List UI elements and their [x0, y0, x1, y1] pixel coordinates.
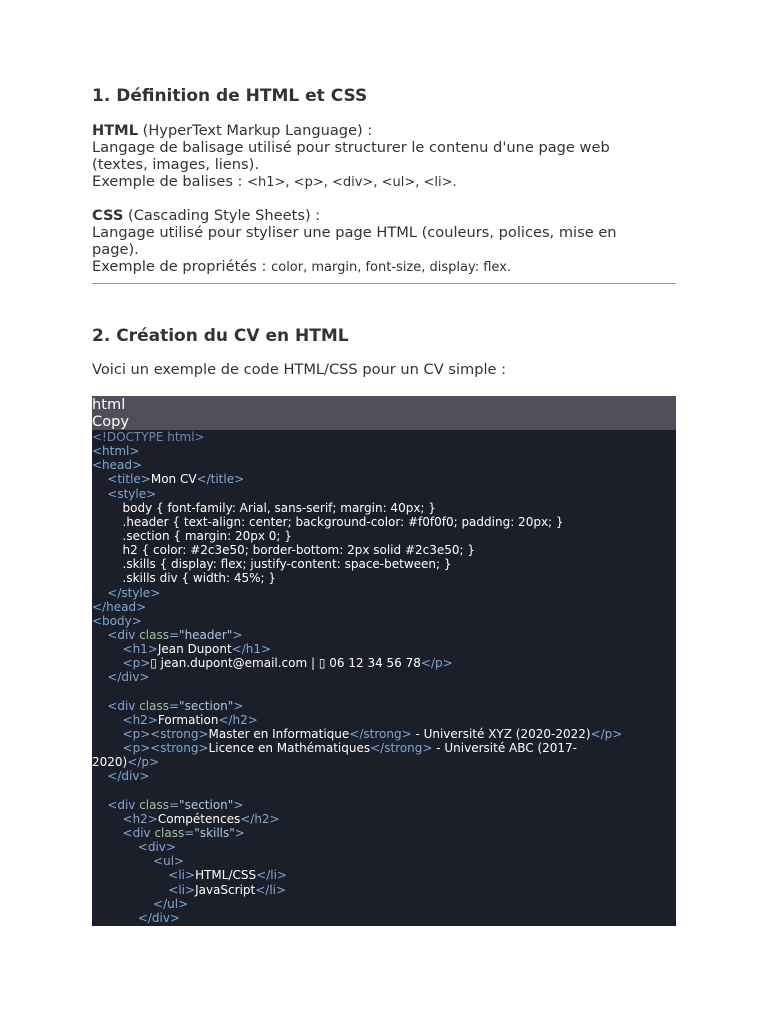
code-line	[92, 685, 676, 699]
section-title-definitions: 1. Définition de HTML et CSS	[92, 86, 368, 106]
code-token: Formation	[157, 712, 219, 727]
code-token	[92, 487, 107, 501]
code-line	[92, 670, 676, 684]
code-token	[92, 826, 123, 840]
code-token: <title>	[107, 472, 151, 487]
css-examples: color, margin, font-size, display: flex.	[271, 260, 512, 275]
code-token: "section"	[179, 797, 234, 812]
html-definition	[92, 122, 676, 191]
code-token	[92, 812, 123, 826]
code-token: .skills div { width: 45%; }	[92, 571, 277, 586]
code-line	[92, 472, 676, 486]
code-line	[92, 614, 676, 628]
code-token: <h2>	[122, 811, 158, 826]
code-token: .skills { display: flex; justify-content: space-between; }	[92, 557, 452, 572]
code-token: HTML/CSS	[195, 868, 257, 883]
code-token: </ul>	[153, 896, 189, 911]
code-token: .section { margin: 20px 0; }	[92, 528, 292, 543]
code-line	[92, 487, 676, 501]
code-header	[92, 396, 676, 430]
code-line	[92, 543, 676, 557]
code-token: </head>	[92, 599, 147, 614]
code-line	[92, 812, 676, 826]
code-token	[92, 897, 153, 911]
code-line	[92, 713, 676, 727]
code-line	[92, 515, 676, 529]
css-term: CSS	[92, 207, 124, 224]
code-token	[92, 854, 153, 868]
code-token: <ul>	[153, 854, 185, 869]
code-token: <li>	[168, 882, 196, 897]
code-token	[92, 642, 123, 656]
code-line	[92, 600, 676, 614]
code-line	[92, 784, 676, 798]
code-token	[92, 741, 123, 755]
code-token	[92, 713, 123, 727]
code-token: </style>	[107, 585, 161, 600]
code-token: Jean Dupont	[157, 642, 232, 657]
css-description-line-1: Langage utilisé pour styliser une page HTML (couleurs, polices, mise en	[92, 224, 617, 241]
code-line	[92, 911, 676, 925]
code-line	[92, 868, 676, 882]
code-token: <p><strong>	[122, 741, 209, 756]
code-token: >	[234, 825, 245, 840]
code-token	[92, 911, 138, 925]
code-token: <h2>	[122, 712, 158, 727]
code-line	[92, 883, 676, 897]
section-title-cv: 2. Création du CV en HTML	[92, 326, 349, 346]
code-language-label: html	[92, 396, 126, 413]
css-examples-label: Exemple de propriétés :	[92, 258, 272, 275]
code-token: </div>	[107, 670, 150, 685]
code-line	[92, 628, 676, 642]
code-token	[92, 727, 123, 741]
code-line	[92, 826, 676, 840]
code-token: </strong>	[349, 726, 412, 741]
code-block	[92, 396, 676, 926]
html-examples: <h1>, <p>, <div>, <ul>, <li>.	[247, 175, 457, 190]
code-line	[92, 444, 676, 458]
code-token: </h2>	[240, 811, 280, 826]
code-line	[92, 501, 676, 515]
code-token: - Université ABC (2017-	[432, 741, 577, 756]
code-token: </div>	[137, 910, 180, 925]
code-token: </li>	[255, 882, 287, 897]
code-token: Mon CV	[150, 472, 197, 487]
code-token: JavaScript	[195, 882, 256, 897]
code-token: =	[168, 698, 180, 713]
code-line	[92, 741, 676, 755]
code-line	[92, 840, 676, 854]
code-token: class	[154, 825, 185, 840]
code-token: </div>	[107, 769, 150, 784]
code-token: </strong>	[370, 741, 433, 756]
code-token: .header { text-align: center; background-color: #f0f0f0; padding: 20px; }	[92, 514, 564, 529]
html-expansion: (HyperText Markup Language) :	[138, 122, 373, 139]
code-line	[92, 529, 676, 543]
code-token: <div	[107, 627, 140, 642]
section-divider	[92, 283, 676, 284]
code-token: "header"	[179, 627, 233, 642]
code-line	[92, 854, 676, 868]
code-token: <head>	[92, 458, 143, 473]
code-token: h2 { color: #2c3e50; border-bottom: 2px solid #2c3e50; }	[92, 543, 476, 558]
code-token: </title>	[196, 472, 245, 487]
code-token: <h1>	[122, 642, 158, 657]
code-line	[92, 755, 676, 769]
code-token: </h2>	[218, 712, 258, 727]
code-token: class	[139, 797, 169, 812]
code-line	[92, 430, 676, 444]
code-line	[92, 571, 676, 585]
code-token	[92, 628, 107, 642]
code-token	[92, 472, 107, 486]
css-expansion: (Cascading Style Sheets) :	[123, 207, 321, 224]
code-token: >	[233, 797, 244, 812]
code-line	[92, 642, 676, 656]
code-token: </p>	[590, 726, 623, 741]
code-line	[92, 656, 676, 670]
code-line	[92, 557, 676, 571]
code-token: <li>	[168, 868, 196, 883]
code-token: ▯ jean.dupont@email.com | ▯ 06 12 34 56 78	[150, 656, 421, 671]
code-token: <div>	[137, 840, 176, 855]
html-description-line-1: Langage de balisage utilisé pour structurer le contenu d'une page web	[92, 139, 610, 156]
code-token	[92, 670, 107, 684]
code-token: <div	[122, 825, 155, 840]
code-token: >	[233, 698, 244, 713]
code-token: "skills"	[194, 825, 235, 840]
code-token: <p>	[122, 656, 151, 671]
code-token: "section"	[179, 698, 234, 713]
code-token: =	[168, 627, 180, 642]
code-token	[92, 586, 107, 600]
code-token	[92, 656, 123, 670]
code-token	[92, 883, 168, 897]
code-token	[92, 868, 168, 882]
code-token: </h1>	[231, 642, 272, 657]
code-token: <style>	[107, 486, 157, 501]
css-definition	[92, 207, 676, 276]
code-line	[92, 897, 676, 911]
code-token: 2020)	[92, 755, 128, 770]
code-token: class	[139, 698, 169, 713]
code-token	[92, 840, 138, 854]
code-token: Licence en Mathématiques	[208, 741, 371, 756]
code-token: </li>	[256, 868, 287, 883]
code-line	[92, 458, 676, 472]
html-description-line-2: (textes, images, liens).	[92, 156, 259, 173]
html-examples-label: Exemple de balises :	[92, 173, 248, 190]
code-body	[92, 430, 676, 925]
code-token: <p><strong>	[122, 726, 209, 741]
code-token: <!DOCTYPE html>	[92, 430, 205, 444]
html-term: HTML	[92, 122, 138, 139]
code-line	[92, 727, 676, 741]
code-token: =	[184, 825, 195, 840]
code-line	[92, 699, 676, 713]
code-token	[92, 798, 107, 812]
copy-button[interactable]: Copy	[92, 413, 130, 430]
code-token: </p>	[127, 755, 160, 770]
code-token	[92, 699, 107, 713]
code-token: <div	[107, 797, 140, 812]
code-line	[92, 769, 676, 783]
code-intro: Voici un exemple de code HTML/CSS pour un CV simple :	[92, 361, 507, 378]
code-token	[92, 769, 107, 783]
code-token: =	[168, 797, 180, 812]
code-token: <body>	[92, 613, 142, 628]
code-token: body { font-family: Arial, sans-serif; margin: 40px; }	[92, 500, 436, 515]
code-line	[92, 798, 676, 812]
css-description-line-2: page).	[92, 241, 139, 258]
code-token: >	[232, 627, 243, 642]
code-token: - Université XYZ (2020-2022)	[411, 726, 591, 741]
code-token: Compétences	[157, 811, 241, 826]
code-token: class	[139, 627, 169, 642]
code-token: </p>	[420, 656, 453, 671]
code-token: Master en Informatique	[208, 726, 350, 741]
code-token: <div	[107, 698, 140, 713]
code-token: <html>	[92, 444, 140, 459]
code-line	[92, 586, 676, 600]
